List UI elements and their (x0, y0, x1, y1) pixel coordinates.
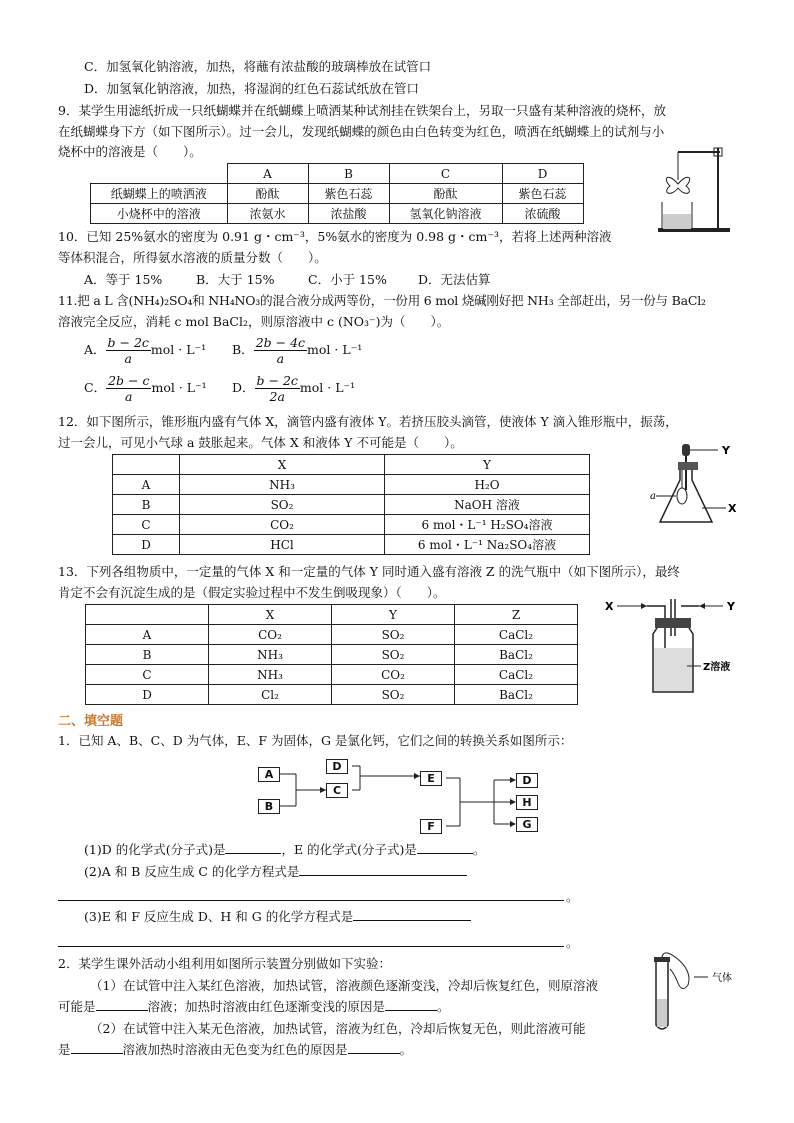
box-b: B (258, 799, 280, 814)
table-row: X Y (113, 455, 590, 475)
q10-option-a: A．等于 15% (84, 272, 163, 287)
table-row: C NH₃ CO₂ CaCl₂ (86, 665, 578, 685)
p2-test-tube-figure (650, 955, 750, 1035)
p2-s2-line2: 是 溶液加热时溶液由无色变为红色的原因是 。 (58, 1042, 413, 1057)
y-gas-label: Y (727, 600, 735, 613)
box-h: H (516, 795, 538, 810)
q11-option-d: D． $\frac{b - 2c}{2a}$ mol · L⁻¹ (232, 373, 356, 404)
answer-blank[interactable] (299, 875, 467, 876)
answer-blank[interactable] (353, 920, 471, 921)
fraction: $\frac{2b - c}{a}$ (108, 373, 150, 404)
gas-label: 气体 (712, 973, 732, 984)
q12-flask-figure (648, 440, 748, 535)
table-row: A CO₂ SO₂ CaCl₂ (86, 625, 578, 645)
p2-s1-line2: 可能是 溶液；加热时溶液由红色逐渐变浅的原因是 。 (58, 999, 450, 1014)
table-row: B NH₃ SO₂ BaCl₂ (86, 645, 578, 665)
table-row: A NH₃ H₂O (113, 475, 590, 495)
answer-blank[interactable] (385, 1010, 437, 1011)
answer-blank[interactable] (417, 853, 473, 854)
q9-stem-line3: 烧杯中的溶液是（ ）。 (58, 144, 202, 159)
table-row: X Y Z (86, 605, 578, 625)
q12-table (112, 454, 590, 555)
box-c: C (326, 783, 348, 798)
q13-table (85, 604, 578, 705)
box-d-product: D (516, 773, 538, 788)
p1-q3: (3)E 和 F 反应生成 D、H 和 G 的化学方程式是 (84, 908, 471, 926)
table-row: A B C D (91, 164, 584, 184)
answer-blank[interactable] (225, 853, 281, 854)
q10-stem-line1: 10．已知 25%氨水的密度为 0.91 g・cm⁻³，5%氨水的密度为 0.98 g・cm⁻³，若将上述两种溶液 (58, 229, 612, 244)
table-row: 纸蝴蝶上的喷洒液 酚酞 紫色石蕊 酚酞 紫色石蕊 (91, 184, 584, 204)
q13-washing-bottle-figure (603, 596, 753, 696)
x-label: X (728, 502, 737, 515)
q8-option-d: D．加氢氧化钠溶液，加热，将湿润的红色石蕊试纸放在管口 (84, 81, 420, 96)
q10-option-b: B．大于 15% (196, 272, 275, 287)
q10-option-d: D．无法估算 (418, 272, 491, 287)
q9-stem-line2: 在纸蝴蝶身下方（如下图所示）。过一会儿，发现纸蝴蝶的颜色由白色转变为红色，喷洒在纸蝴蝶上的试剂与小 (58, 124, 665, 139)
q11-option-b: B． $\frac{2b - 4c}{a}$ mol · L⁻¹ (232, 335, 363, 366)
section-title: 二、填空题 (58, 714, 124, 729)
z-solution-label: Z溶液 (703, 662, 731, 673)
x-gas-label: X (605, 600, 614, 613)
period: 。 (566, 935, 579, 950)
fraction: $\frac{b - 2c}{a}$ (107, 335, 149, 366)
q11-option-c: C． $\frac{2b - c}{a}$ mol · L⁻¹ (84, 373, 207, 404)
q11-option-a: A． $\frac{b - 2c}{a}$ mol · L⁻¹ (84, 335, 207, 366)
answer-blank[interactable] (71, 1053, 123, 1054)
fraction: $\frac{b - 2c}{2a}$ (256, 373, 298, 404)
answer-line[interactable] (58, 900, 564, 901)
q9-butterfly-apparatus-figure (650, 142, 735, 237)
table-row: C CO₂ 6 mol・L⁻¹ H₂SO₄溶液 (113, 515, 590, 535)
a-label: a (650, 491, 656, 502)
box-g: G (516, 817, 538, 832)
p1-q2: (2)A 和 B 反应生成 C 的化学方程式是 (84, 863, 467, 881)
q8-option-c: C．加氢氧化钠溶液，加热，将蘸有浓盐酸的玻璃棒放在试管口 (84, 59, 432, 74)
q11-stem-line2: 溶液完全反应，消耗 c mol BaCl₂，则原溶液中 c (NO₃⁻)为（ ）。 (58, 314, 450, 329)
q13-stem-line2: 肯定不会有沉淀生成的是（假定实验过程中不发生倒吸现象）（ ）。 (58, 585, 446, 600)
period: 。 (566, 889, 579, 904)
box-f: F (420, 819, 442, 834)
q10-option-c: C．小于 15% (308, 272, 387, 287)
table-row: D Cl₂ SO₂ BaCl₂ (86, 685, 578, 705)
q9-stem-line1: 9．某学生用滤纸折成一只纸蝴蝶并在纸蝴蝶上喷洒某种试剂挂在铁架台上，另取一只盛有某种溶液的烧杯，放 (58, 103, 666, 118)
q11-stem-line1: 11.把 a L 含(NH₄)₂SO₄和 NH₄NO₃的混合液分成两等份，一份用 6 mol 烧碱刚好把 NH₃ 全部赶出，另一份与 BaCl₂ (58, 293, 706, 308)
conversion-diagram-lines (250, 756, 550, 836)
box-e: E (420, 771, 442, 786)
p2-stem: 2．某学生课外活动小组利用如图所示装置分别做如下实验： (58, 956, 391, 971)
q12-stem-line1: 12．如下图所示，锥形瓶内盛有气体 X，滴管内盛有液体 Y。若挤压胶头滴管，使液体 Y 滴入锥形瓶中，振荡， (58, 414, 678, 429)
box-a: A (258, 767, 280, 782)
p2-s2-line1: （2）在试管中注入某无色溶液，加热试管，溶液为红色，冷却后恢复无色，则此溶液可能 (90, 1021, 586, 1036)
q10-stem-line2: 等体积混合，所得氨水溶液的质量分数（ ）。 (58, 250, 327, 265)
q13-stem-line1: 13．下列各组物质中，一定量的气体 X 和一定量的气体 Y 同时通入盛有溶液 Z 的洗气瓶中（如下图所示），最终 (58, 564, 680, 579)
p2-s1-line1: （1）在试管中注入某红色溶液，加热试管，溶液颜色逐渐变浅，冷却后恢复红色，则原溶液 (90, 978, 598, 993)
fraction: $\frac{2b - 4c}{a}$ (255, 335, 306, 366)
p1-q1: (1)D 的化学式(分子式)是 ，E 的化学式(分子式)是 。 (84, 842, 486, 857)
answer-line[interactable] (58, 946, 564, 947)
table-row: 小烧杯中的溶液 浓氨水 浓盐酸 氢氧化钠溶液 浓硫酸 (91, 204, 584, 224)
table-row: D HCl 6 mol・L⁻¹ Na₂SO₄溶液 (113, 535, 590, 555)
p1-stem: 1．已知 A、B、C、D 为气体，E、F 为固体，G 是氯化钙，它们之间的转换关系如图所示： (58, 733, 573, 748)
box-d: D (326, 759, 348, 774)
q9-table (90, 163, 584, 224)
answer-blank[interactable] (96, 1010, 148, 1011)
y-label: Y (722, 444, 730, 457)
q12-stem-line2: 过一会儿，可见小气球 a 鼓胀起来。气体 X 和液体 Y 不可能是（ ）。 (58, 435, 463, 450)
table-row: B SO₂ NaOH 溶液 (113, 495, 590, 515)
answer-blank[interactable] (348, 1053, 400, 1054)
